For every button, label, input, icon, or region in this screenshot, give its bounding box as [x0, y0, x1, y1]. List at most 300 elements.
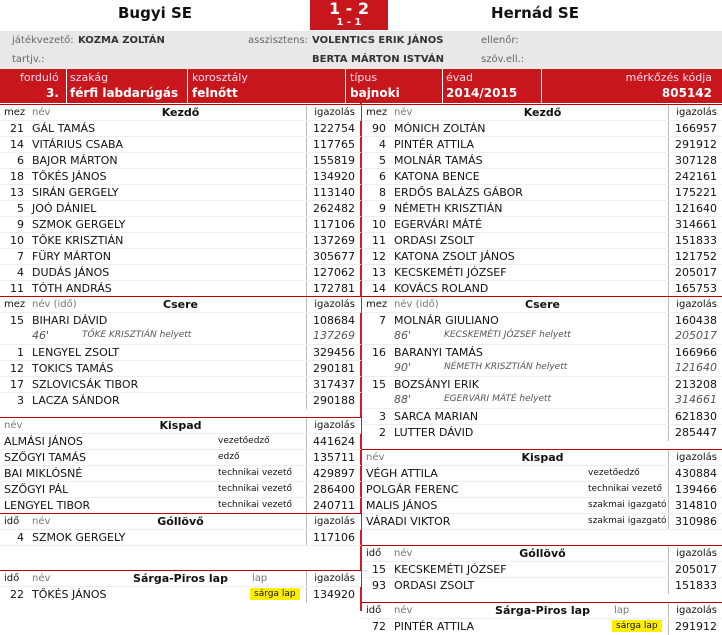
- player-name[interactable]: VITÁRIUS CSABA: [32, 138, 124, 151]
- bench-row[interactable]: [362, 497, 722, 513]
- registration-id: 160438: [675, 314, 717, 327]
- bench-row[interactable]: [362, 513, 722, 529]
- shirt-number: 10: [10, 234, 24, 247]
- registration-id: 135711: [313, 451, 355, 464]
- registration-id: 441624: [313, 435, 355, 448]
- column-line: [306, 249, 307, 265]
- substitute-row[interactable]: [362, 312, 722, 328]
- column-line: [668, 153, 669, 169]
- player-name[interactable]: LACZA SÁNDOR: [32, 394, 120, 407]
- player-name[interactable]: MOLNÁR TAMÁS: [394, 154, 483, 167]
- spacer: [0, 408, 361, 417]
- starter-row[interactable]: [362, 248, 722, 264]
- player-name[interactable]: MÓNICH ZOLTÁN: [394, 122, 486, 135]
- shirt-number: 17: [10, 378, 24, 391]
- bench-row[interactable]: [0, 497, 361, 513]
- header-col-id: igazolás: [676, 452, 717, 463]
- shirt-number: 9: [17, 218, 24, 231]
- starter-row[interactable]: [0, 152, 361, 168]
- column-line: [668, 578, 669, 594]
- column-line: [306, 137, 307, 153]
- player-name[interactable]: PINTÉR ATTILA: [394, 138, 474, 151]
- player-name[interactable]: PINTÉR ATTILA: [394, 620, 474, 633]
- match-header: [0, 0, 722, 30]
- header-col-id: igazolás: [314, 107, 355, 118]
- shirt-number: 16: [372, 346, 386, 359]
- player-name[interactable]: BIHARI DÁVID: [32, 314, 108, 327]
- column-line: [668, 121, 669, 137]
- registration-id: 621830: [675, 410, 717, 423]
- officials-row-2: [0, 50, 722, 70]
- final-score: 1 - 2: [328, 0, 370, 18]
- column-line: [306, 587, 307, 603]
- section-title: Góllövő: [519, 547, 566, 560]
- shirt-number: 1: [17, 346, 24, 359]
- section-header: [362, 545, 722, 561]
- staff-name[interactable]: SZŐGYI TAMÁS: [4, 451, 87, 464]
- bench-row[interactable]: [0, 449, 361, 465]
- shirt-number: 12: [10, 362, 24, 375]
- registration-id: 121640: [675, 202, 717, 215]
- branch-value: férfi labdarúgás: [70, 86, 179, 100]
- column-line: [668, 603, 669, 619]
- starter-row[interactable]: [0, 216, 361, 232]
- season-label: évad: [446, 71, 474, 84]
- starter-row[interactable]: [0, 136, 361, 152]
- player-name[interactable]: TOKICS TAMÁS: [32, 362, 114, 375]
- column-line: [306, 169, 307, 185]
- player-name[interactable]: GÁL TAMÁS: [32, 122, 96, 135]
- column-line: [668, 360, 669, 376]
- match-code-label: mérkőzés kódja: [625, 71, 712, 84]
- bench-row[interactable]: [362, 465, 722, 481]
- header-col-id: igazolás: [676, 299, 717, 310]
- scorer-name[interactable]: ORDASI ZSOLT: [394, 579, 475, 592]
- branch-label: szakág: [70, 71, 109, 84]
- staff-name[interactable]: POLGÁR FERENC: [366, 483, 459, 496]
- section-title: Kispad: [159, 419, 202, 432]
- header-col-id: igazolás: [676, 107, 717, 118]
- away-team-sheet: [362, 104, 722, 634]
- header-col-id: igazolás: [314, 299, 355, 310]
- starter-row[interactable]: [362, 216, 722, 232]
- staff-role: vezetőedző: [218, 436, 270, 446]
- column-line: [306, 377, 307, 393]
- registration-id: 166966: [675, 346, 717, 359]
- column-line: [306, 393, 307, 409]
- substitution-text: KECSKEMÉTI JÓZSEF helyett: [444, 330, 571, 340]
- column-line: [668, 313, 669, 329]
- referee-label: játékvezető:: [12, 35, 74, 46]
- starter-row[interactable]: [362, 136, 722, 152]
- substitute-row[interactable]: [0, 392, 361, 408]
- registration-id: 117106: [313, 218, 355, 231]
- type-value: bajnoki: [350, 86, 400, 100]
- column-line: [668, 201, 669, 217]
- shirt-number: 11: [372, 234, 386, 247]
- registration-id: 240711: [313, 499, 355, 512]
- column-line: [306, 514, 307, 530]
- shirt-number: 2: [379, 426, 386, 439]
- substitution-detail: [362, 360, 722, 376]
- starter-row[interactable]: [362, 168, 722, 184]
- bench-row[interactable]: [0, 481, 361, 497]
- controller-label: ellenőr:: [481, 35, 519, 46]
- column-line: [306, 418, 307, 434]
- player-name[interactable]: KOVÁCS ROLAND: [394, 282, 489, 295]
- section-title: Sárga-Piros lap: [133, 572, 228, 585]
- away-team-name[interactable]: Hernád SE: [491, 4, 579, 22]
- substitution-minute: 88': [394, 393, 412, 406]
- section-header: [362, 602, 722, 618]
- age-group-value: felnőtt: [192, 86, 238, 100]
- header-col-id: igazolás: [676, 548, 717, 559]
- bench-row[interactable]: [0, 433, 361, 449]
- player-name[interactable]: ERDŐS BALÁZS GÁBOR: [394, 186, 523, 199]
- card-row[interactable]: [362, 618, 722, 634]
- header-col-name: név: [394, 107, 413, 118]
- shirt-number: 6: [379, 170, 386, 183]
- header-col-name: név: [32, 573, 51, 584]
- registration-id: 137269: [313, 234, 355, 247]
- substitution-text: EGERVÁRI MÁTÉ helyett: [444, 394, 552, 404]
- starter-row[interactable]: [0, 168, 361, 184]
- starter-row[interactable]: [0, 280, 361, 296]
- section-header: [362, 449, 722, 465]
- staff-name[interactable]: BAI MIKLÓSNÉ: [4, 467, 83, 480]
- shirt-number: 14: [10, 138, 24, 151]
- match-code-value: 805142: [661, 86, 712, 100]
- column-line: [306, 328, 307, 344]
- column-line: [306, 121, 307, 137]
- player-name[interactable]: ORDASI ZSOLT: [394, 234, 475, 247]
- shirt-number: 15: [10, 314, 24, 327]
- substitute-row[interactable]: [0, 312, 361, 328]
- player-name[interactable]: DUDÁS JÁNOS: [32, 266, 110, 279]
- column-line: [668, 377, 669, 393]
- registration-id: 262482: [313, 202, 355, 215]
- header-col-id: igazolás: [314, 420, 355, 431]
- registration-id: 166957: [675, 122, 717, 135]
- scorer-name[interactable]: SZMOK GERGELY: [32, 531, 126, 544]
- starter-row[interactable]: [0, 248, 361, 264]
- registration-id: 291912: [675, 620, 717, 633]
- column-line: [306, 265, 307, 281]
- starter-row[interactable]: [362, 120, 722, 136]
- substitute-row[interactable]: [0, 360, 361, 376]
- score-box: [310, 0, 388, 30]
- registration-id: 310986: [675, 515, 717, 528]
- registration-id: 430884: [675, 467, 717, 480]
- player-name[interactable]: NÉMETH KRISZTIÁN: [394, 202, 503, 215]
- column-line: [668, 514, 669, 530]
- column-line: [668, 482, 669, 498]
- registration-id: 117106: [313, 531, 355, 544]
- player-name[interactable]: TÓTH ANDRÁS: [32, 282, 112, 295]
- section-title: Kispad: [521, 451, 564, 464]
- shirt-number: 5: [379, 154, 386, 167]
- season-value: 2014/2015: [446, 86, 518, 100]
- column-line: [668, 265, 669, 281]
- header-col-1: idő: [4, 516, 20, 527]
- column-line: [306, 281, 307, 297]
- empty-row: [362, 529, 722, 545]
- starter-row[interactable]: [0, 264, 361, 280]
- staff-name[interactable]: ALMÁSI JÁNOS: [4, 435, 83, 448]
- column-line: [668, 466, 669, 482]
- column-line: [306, 233, 307, 249]
- starter-row[interactable]: [362, 184, 722, 200]
- spacer: [362, 593, 722, 602]
- shirt-number: 9: [379, 202, 386, 215]
- column-line: [306, 345, 307, 361]
- shirt-number: 7: [379, 314, 386, 327]
- card-minute: 22: [10, 588, 24, 601]
- column-line: [668, 619, 669, 635]
- shirt-number: 7: [17, 250, 24, 263]
- registration-id: 314661: [675, 218, 717, 231]
- card-row[interactable]: [0, 586, 361, 602]
- registration-id: 134920: [313, 170, 355, 183]
- player-name[interactable]: KATONA BENCE: [394, 170, 480, 183]
- substitute-row[interactable]: [362, 424, 722, 440]
- column-line: [306, 217, 307, 233]
- player-name[interactable]: SIRÁN GERGELY: [32, 186, 119, 199]
- staff-role: technikai vezető: [218, 468, 293, 478]
- registration-id: 307128: [675, 154, 717, 167]
- registration-id: 290188: [313, 394, 355, 407]
- substitution-text: TŐKE KRISZTIÁN helyett: [82, 330, 192, 340]
- registration-id: 155819: [313, 154, 355, 167]
- starter-row[interactable]: [362, 200, 722, 216]
- column-line: [668, 409, 669, 425]
- registration-id: 213208: [675, 378, 717, 391]
- player-name[interactable]: BAJOR MÁRTON: [32, 154, 118, 167]
- reserve-ref-label: tartjv.:: [12, 54, 45, 65]
- column-line: [306, 434, 307, 450]
- column-line: [668, 105, 669, 121]
- round-label: forduló: [20, 71, 59, 84]
- officials-row-1: [0, 31, 722, 51]
- section-title: Csere: [525, 298, 560, 311]
- staff-role: szakmai igazgató: [588, 516, 667, 526]
- shirt-number: 12: [372, 250, 386, 263]
- registration-id: 314810: [675, 499, 717, 512]
- player-name[interactable]: LENGYEL ZSOLT: [32, 346, 120, 359]
- column-line: [668, 169, 669, 185]
- header-col-1: mez: [366, 107, 388, 118]
- registration-id: 205017: [675, 266, 717, 279]
- staff-name[interactable]: MALIS JÁNOS: [366, 499, 438, 512]
- registration-id: 290181: [313, 362, 355, 375]
- replaced-id: 121640: [675, 361, 717, 374]
- starter-row[interactable]: [0, 200, 361, 216]
- registration-id: 108684: [313, 314, 355, 327]
- yellow-card-badge: sárga lap: [612, 620, 662, 632]
- registration-id: 242161: [675, 170, 717, 183]
- starter-row[interactable]: [0, 184, 361, 200]
- substitute-row[interactable]: [362, 344, 722, 360]
- starter-row[interactable]: [362, 232, 722, 248]
- section-title: Góllövő: [157, 515, 204, 528]
- column-line: [306, 297, 307, 313]
- staff-name[interactable]: LENGYEL TIBOR: [4, 499, 91, 512]
- shirt-number: 4: [17, 266, 24, 279]
- section-header: [362, 296, 722, 312]
- scorer-row[interactable]: [362, 561, 722, 577]
- player-name[interactable]: TŐKÉS JÁNOS: [32, 170, 107, 183]
- shirt-number: 18: [10, 170, 24, 183]
- column-line: [668, 392, 669, 408]
- player-name[interactable]: FÜRY MÁRTON: [32, 250, 111, 263]
- substitute-row[interactable]: [362, 376, 722, 392]
- section-header: [0, 104, 361, 120]
- column-line: [668, 562, 669, 578]
- shirt-number: 13: [372, 266, 386, 279]
- bench-row[interactable]: [0, 465, 361, 481]
- assistant-label: asszisztens:: [248, 35, 309, 46]
- shirt-number: 5: [17, 202, 24, 215]
- registration-id: 172781: [313, 282, 355, 295]
- column-line: [668, 450, 669, 466]
- header-col-id: igazolás: [314, 573, 355, 584]
- starter-row[interactable]: [362, 264, 722, 280]
- registration-id: 329456: [313, 346, 355, 359]
- substitute-row[interactable]: [0, 376, 361, 392]
- registration-id: 305677: [313, 250, 355, 263]
- player-name[interactable]: SZLOVICSÁK TIBOR: [32, 378, 139, 391]
- column-line: [306, 313, 307, 329]
- goal-minute: 15: [372, 563, 386, 576]
- player-name[interactable]: EGERVÁRI MÁTÉ: [394, 218, 483, 231]
- staff-role: technikai vezető: [218, 500, 293, 510]
- player-name[interactable]: BARANYI TAMÁS: [394, 346, 483, 359]
- staff-name[interactable]: SZŐGYI PÁL: [4, 483, 69, 496]
- type-label: típus: [350, 71, 378, 84]
- player-name[interactable]: SZMOK GERGELY: [32, 218, 126, 231]
- section-title: Kezdő: [523, 106, 562, 119]
- player-name[interactable]: MOLNÁR GIULIANO: [394, 314, 499, 327]
- age-group-label: korosztály: [192, 71, 248, 84]
- starter-row[interactable]: [0, 232, 361, 248]
- registration-id: 113140: [313, 186, 355, 199]
- column-line: [668, 345, 669, 361]
- header-col-1: mez: [4, 299, 26, 310]
- column-line: [306, 105, 307, 121]
- staff-name[interactable]: VÁRADI VIKTOR: [366, 515, 451, 528]
- column-line: [306, 153, 307, 169]
- player-name[interactable]: BOZSÁNYI ERIK: [394, 378, 479, 391]
- starter-row[interactable]: [362, 280, 722, 296]
- header-col-name: név: [32, 107, 51, 118]
- scorer-row[interactable]: [0, 529, 361, 545]
- registration-id: 122754: [313, 122, 355, 135]
- registration-id: 165753: [675, 282, 717, 295]
- header-col-1: idő: [366, 548, 382, 559]
- substitute-row[interactable]: [362, 408, 722, 424]
- shirt-number: 8: [379, 186, 386, 199]
- player-name[interactable]: SARCA MARIAN: [394, 410, 479, 423]
- column-line: [668, 281, 669, 297]
- column-line: [306, 450, 307, 466]
- section-header: [0, 417, 361, 433]
- staff-role: technikai vezető: [218, 484, 293, 494]
- card-minute: 72: [372, 620, 386, 633]
- player-name[interactable]: JOÓ DÁNIEL: [32, 202, 97, 215]
- player-name[interactable]: KECSKEMÉTI JÓZSEF: [394, 266, 507, 279]
- starter-row[interactable]: [362, 152, 722, 168]
- half-time-score: 1 - 1: [336, 17, 362, 28]
- substitution-minute: 86': [394, 329, 412, 342]
- registration-id: 134920: [313, 588, 355, 601]
- column-line: [306, 361, 307, 377]
- substitution-minute: 90': [394, 361, 412, 374]
- section-title: Csere: [163, 298, 198, 311]
- player-name[interactable]: LUTTER DÁVID: [394, 426, 474, 439]
- registration-id: 317437: [313, 378, 355, 391]
- header-col-name: név: [394, 548, 413, 559]
- player-name[interactable]: TŐKE KRISZTIÁN: [32, 234, 124, 247]
- scorer-name[interactable]: KECSKEMÉTI JÓZSEF: [394, 563, 507, 576]
- registration-id: 286400: [313, 483, 355, 496]
- column-line: [306, 498, 307, 514]
- shirt-number: 21: [10, 122, 24, 135]
- column-line: [668, 217, 669, 233]
- home-team-sheet: [0, 104, 361, 602]
- scorer-row[interactable]: [362, 577, 722, 593]
- home-team-name[interactable]: Bugyi SE: [117, 4, 193, 22]
- column-line: [306, 530, 307, 546]
- registration-id: 285447: [675, 426, 717, 439]
- section-header: [362, 104, 722, 120]
- column-line: [306, 571, 307, 587]
- assistant-1-name: VOLENTICS ERIK JÁNOS: [312, 35, 444, 46]
- column-line: [306, 201, 307, 217]
- substitute-row[interactable]: [0, 344, 361, 360]
- header-col-1: mez: [4, 107, 26, 118]
- round-value: 3.: [46, 86, 59, 100]
- header-col-id: igazolás: [314, 516, 355, 527]
- registration-id: 117765: [313, 138, 355, 151]
- staff-name[interactable]: VÉGH ATTILA: [366, 467, 438, 480]
- column-line: [668, 297, 669, 313]
- registration-id: 205017: [675, 563, 717, 576]
- column-line: [668, 425, 669, 441]
- section-header: [0, 513, 361, 529]
- bench-row[interactable]: [362, 481, 722, 497]
- column-line: [668, 249, 669, 265]
- header-col-1: idő: [4, 573, 20, 584]
- federation-controller-label: szöv.ell.:: [481, 54, 525, 65]
- shirt-number: 13: [10, 186, 24, 199]
- column-line: [306, 185, 307, 201]
- section-header: [0, 570, 361, 586]
- header-col-name: név: [32, 516, 51, 527]
- shirt-number: 10: [372, 218, 386, 231]
- substitution-detail: [362, 328, 722, 344]
- player-name[interactable]: KATONA ZSOLT JÁNOS: [394, 250, 515, 263]
- header-col-name: név (idő): [394, 299, 439, 310]
- shirt-number: 6: [17, 154, 24, 167]
- shirt-number: 14: [372, 282, 386, 295]
- spacer: [362, 440, 722, 449]
- starter-row[interactable]: [0, 120, 361, 136]
- registration-id: 429897: [313, 467, 355, 480]
- replaced-id: 314661: [675, 393, 717, 406]
- registration-id: 139466: [675, 483, 717, 496]
- player-name[interactable]: TŐKÉS JÁNOS: [32, 588, 107, 601]
- section-title: Kezdő: [161, 106, 200, 119]
